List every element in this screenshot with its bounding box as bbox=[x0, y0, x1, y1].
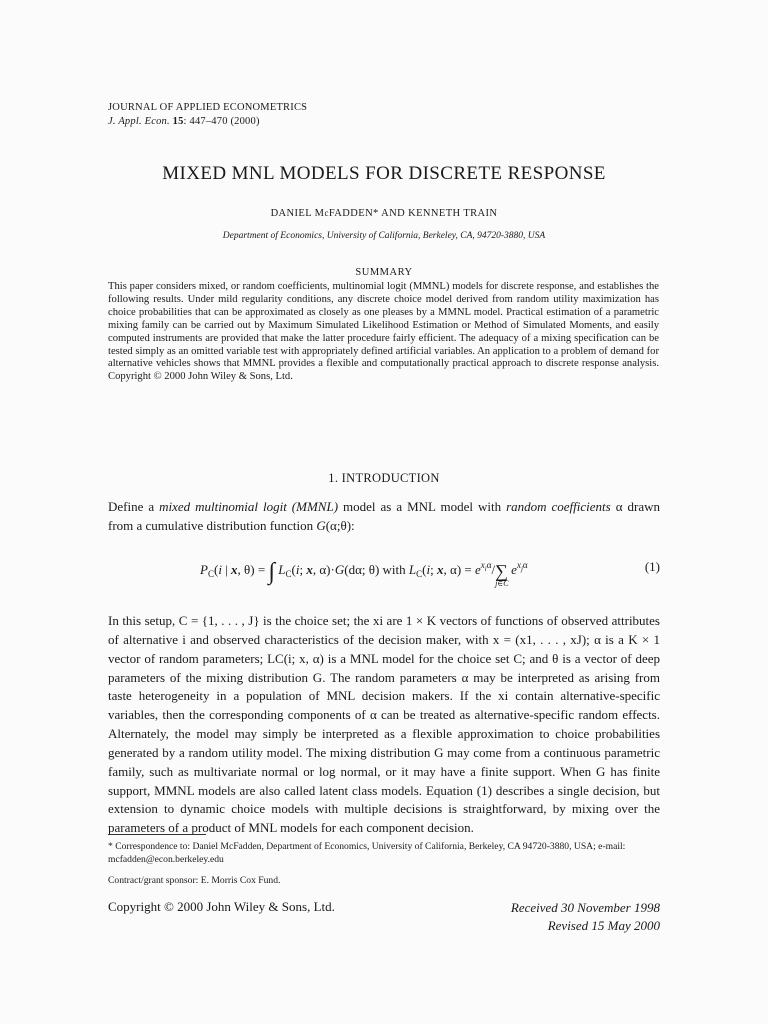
intro-paragraph bbox=[108, 498, 660, 535]
revised-date: Revised 15 May 2000 bbox=[547, 918, 660, 933]
intro-symbol-g: G bbox=[316, 517, 326, 533]
journal-name: JOURNAL OF APPLIED ECONOMETRICS bbox=[108, 102, 308, 113]
intro-term-random-coefficients: random coefficients bbox=[506, 499, 611, 514]
footnote-correspondence: * Correspondence to: Daniel McFadden, Department of Economics, University of California, Berkeley, CA 94720-3880, USA; e-mail: mcfadden@econ.berkeley.edu bbox=[108, 841, 626, 865]
journal-pages: : 447–470 (2000) bbox=[183, 116, 260, 127]
equation-1 bbox=[108, 553, 660, 597]
journal-abbrev: J. Appl. Econ. bbox=[108, 116, 170, 127]
author-line bbox=[0, 208, 768, 219]
author-affiliation: Department of Economics, University of California, Berkeley, CA, 94720-3880, USA bbox=[222, 231, 546, 241]
footer-dates bbox=[460, 899, 660, 935]
intro-text-e: α drawn from a cumulative distribution function bbox=[108, 499, 660, 533]
journal-citation bbox=[108, 115, 307, 129]
setup-paragraph: In this setup, C = {1, . . . , J} is the choice set; the xi are 1 × K vectors of functions of observed attributes of alternative i and observed characteristics of the decision maker, with x = (x1, . . . , xJ); α is a K × 1 vector of random parameters; LC(i; x, α) is a MNL model for the choice set C; and θ is a vector of deep parameters of the mixing distribution G. The random parameters α may be interpreted as arising from taste heterogeneity in a population of MNL decision makers. If the xi contain alternative-specific variables, then the corresponding components of α can be treated as alternative-specific random effects. Alternately, the model may simply be interpreted as a flexible approximation to choice probabilities generated by a random utility model. The mixing distribution G may come from a continuous parametric family, such as multivariate normal or log normal, or it may have a finite support. When G has finite support, MMNL models are also called latent class models. Equation (1) describes a single decision, but extension to dynamic choice models with multiple decisions is straightforward, by mixing over the parameters of a product of MNL models for each component decision. bbox=[108, 613, 660, 836]
intro-term-mmnl: mixed multinomial logit (MMNL) bbox=[159, 499, 339, 514]
journal-header bbox=[108, 101, 307, 129]
journal-volume: 15 bbox=[172, 116, 184, 127]
equation-with: with bbox=[382, 562, 406, 577]
summary-text: This paper considers mixed, or random coefficients, multinomial logit (MMNL) models for discrete response, and establishes the following results. Under mild regularity conditions, any discrete choice model derived from random utility maximization has choice probabilities that can be approximated as closely as one pleases by a MMNL model. Practical estimation of a parametric mixing family can be carried out by Maximum Simulated Likelihood Estimation or Method of Simulated Moments, and easily computed instruments are provided that make the latter procedure fairly efficient. The adequacy of a mixing specification can be tested simply as an omitted variable test with appropriately defined artificial variables. An application to a problem of demand for alternative vehicles shows that MMNL provides a flexible and computationally practical approach to discrete response analysis. Copyright © 2000 John Wiley & Sons, Ltd. bbox=[108, 281, 659, 383]
equation-number: (1) bbox=[644, 559, 660, 574]
footer-copyright: Copyright © 2000 John Wiley & Sons, Ltd. bbox=[108, 899, 335, 914]
author-name-1: DANIEL M bbox=[270, 208, 325, 219]
intro-text-a: Define a bbox=[108, 499, 160, 514]
paper-title: MIXED MNL MODELS FOR DISCRETE RESPONSE bbox=[162, 163, 606, 184]
footnote-sponsor: Contract/grant sponsor: E. Morris Cox Fund. bbox=[108, 875, 281, 886]
equation-body: $P_C(i$ | x, θ) = ∫ $L_C(i$; x, α)·G(dα; θ) with $L_C(i$; x, $\alpha) = e^{x_i\alpha}/\sum$ j∈C $e^{x_j\alpha}$ bbox=[200, 559, 528, 588]
summary-heading: SUMMARY bbox=[355, 267, 413, 278]
author-names-rest: FADDEN* AND KENNETH TRAIN bbox=[328, 208, 498, 219]
intro-text-g: (α;θ): bbox=[325, 517, 355, 533]
received-date: Received 30 November 1998 bbox=[510, 900, 660, 915]
author-name-1-smallcaps: c bbox=[324, 208, 329, 218]
footnote-rule bbox=[108, 834, 206, 835]
intro-text-c: model as a MNL model with bbox=[338, 499, 507, 514]
section-heading: 1. INTRODUCTION bbox=[328, 471, 440, 485]
